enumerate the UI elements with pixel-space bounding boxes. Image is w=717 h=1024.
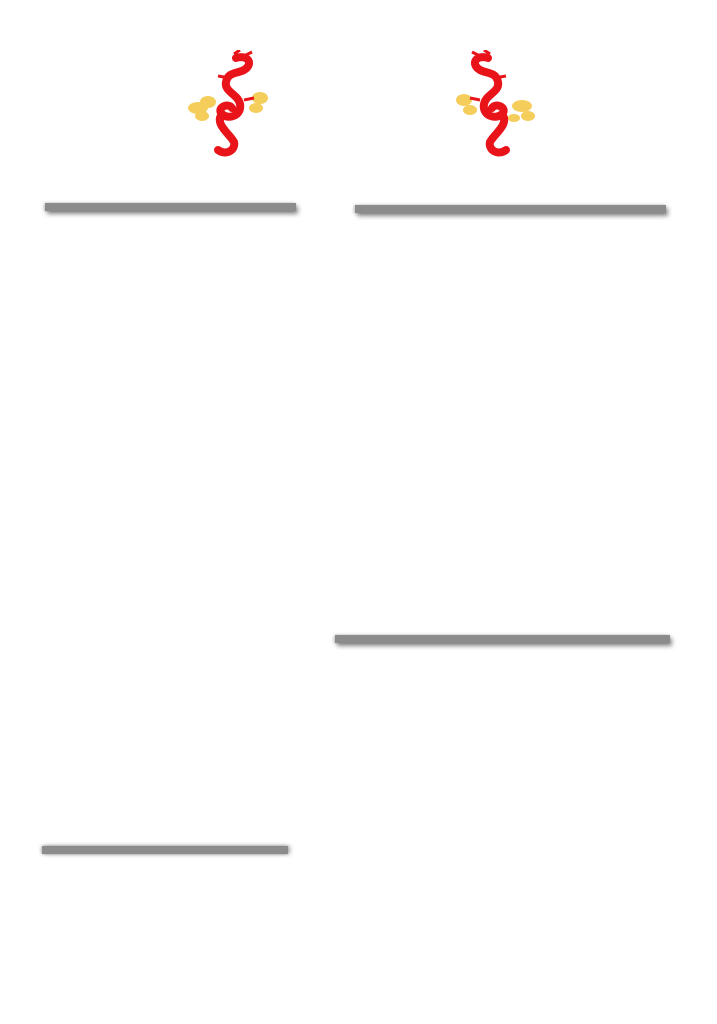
postre-table: [335, 635, 670, 643]
top-lantern-border: [0, 0, 717, 48]
cafe-table: [42, 846, 288, 854]
sushi-table: [45, 203, 296, 211]
cerveza-table: [355, 205, 666, 213]
bottom-lantern-border: [0, 958, 717, 1024]
dragon-icon: [456, 50, 536, 158]
right-lantern-border: [685, 60, 717, 930]
left-lantern-border: [1, 60, 33, 930]
dragon-icon: [188, 50, 268, 158]
